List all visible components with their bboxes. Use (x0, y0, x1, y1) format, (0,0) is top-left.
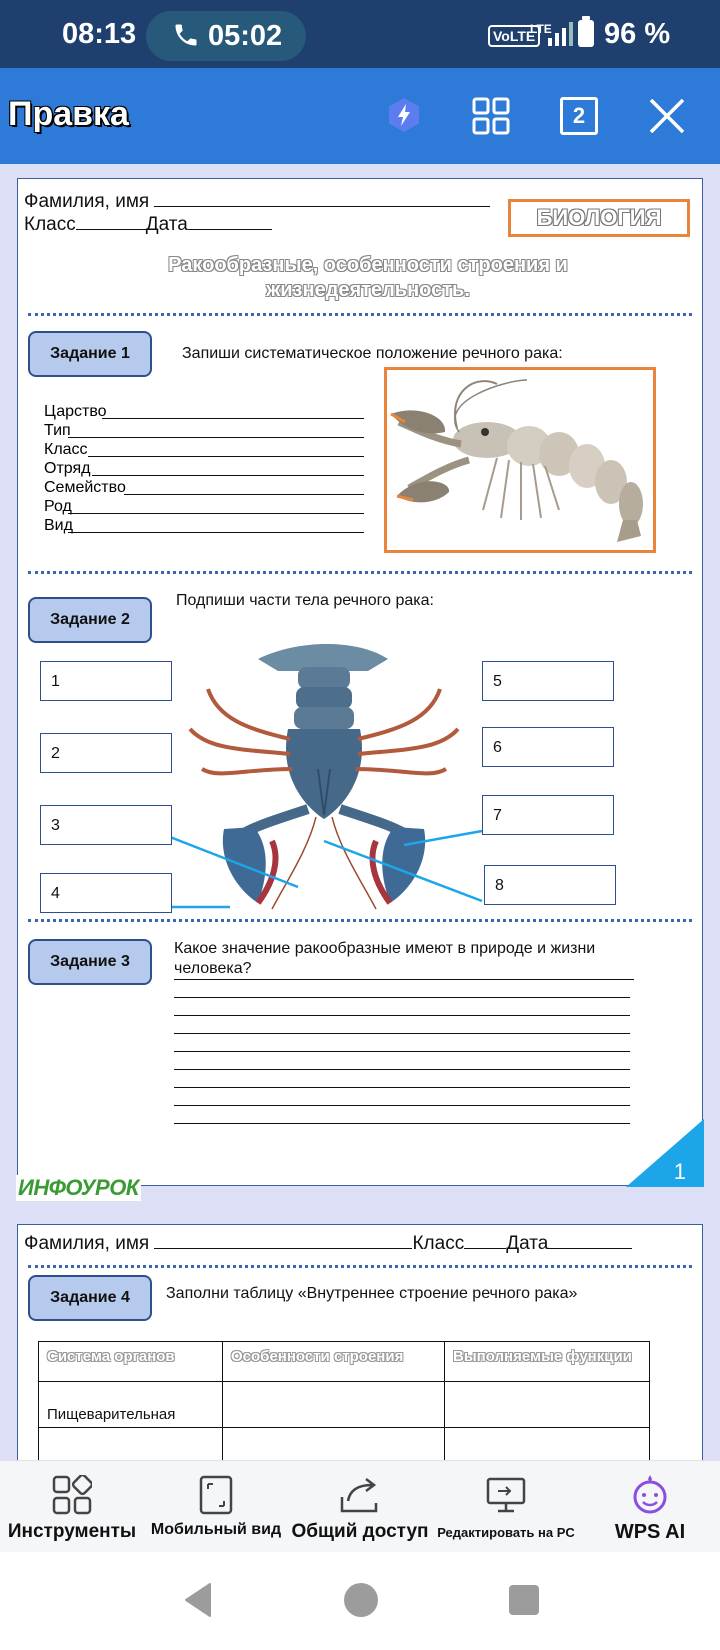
worksheet-title: Ракообразные, особенности строения и жизнедеятельность. (168, 254, 568, 301)
label-box-7: 7 (482, 795, 614, 835)
infourok-logo: ИНФОУРОК (18, 1175, 139, 1200)
tools-icon (52, 1475, 92, 1515)
crustacean-illustration (387, 370, 653, 550)
pages-count-button[interactable]: 2 (560, 97, 598, 135)
table-cell (223, 1382, 445, 1428)
clock: 08:13 (62, 18, 137, 50)
date-label: Дата (506, 1233, 549, 1254)
taxonomy-row: Отряд (44, 460, 364, 479)
document-page-2 (17, 1224, 703, 1460)
status-bar (0, 0, 720, 68)
label-box-1: 1 (40, 661, 172, 701)
edit-on-pc-label: Редактировать на PC (437, 1525, 575, 1540)
battery-percent: 96 % (604, 18, 671, 50)
taxonomy-row: Род (44, 498, 364, 517)
volte-indicator: VoLTE (488, 25, 540, 47)
table-cell (445, 1382, 650, 1428)
taxonomy-row: Класс (44, 441, 364, 460)
share-label: Общий доступ (291, 1521, 429, 1542)
class-label: Класс (24, 214, 76, 235)
task-2-badge: Задание 2 (28, 597, 152, 643)
crayfish-illustration (190, 644, 458, 909)
class-label: Класс (412, 1233, 465, 1254)
phone-icon (172, 21, 200, 49)
table-row (39, 1428, 650, 1461)
name-class-date-field (24, 1231, 632, 1255)
taxonomy-row: Семейство (44, 479, 364, 498)
share-icon (338, 1475, 382, 1515)
home-icon[interactable] (344, 1583, 378, 1617)
mobile-view-icon (198, 1475, 234, 1515)
label-box-5: 5 (482, 661, 614, 701)
column-header: Система органов (39, 1342, 223, 1382)
table-cell (445, 1428, 650, 1461)
table-header-row (39, 1342, 650, 1382)
task-4-badge: Задание 4 (28, 1275, 152, 1321)
signal-icon (548, 22, 574, 46)
taxonomy-row: Царство (44, 403, 364, 422)
recents-icon[interactable] (509, 1585, 539, 1615)
label-box-3: 3 (40, 805, 172, 845)
column-header: Выполняемые функции (445, 1342, 650, 1382)
shrimp-image (384, 367, 656, 553)
call-timer: 05:02 (208, 20, 283, 52)
table-cell (223, 1428, 445, 1461)
label-box-8: 8 (484, 865, 616, 905)
share-button[interactable] (288, 1461, 432, 1553)
ongoing-call-chip[interactable] (146, 11, 306, 61)
task-3-badge: Задание 3 (28, 939, 152, 985)
quick-action-icon[interactable] (385, 96, 423, 134)
wps-ai-label: WPS AI (614, 1521, 686, 1543)
divider (28, 919, 692, 922)
name-field (24, 189, 490, 213)
taxonomy-row: Вид (44, 517, 364, 536)
mobile-view-button[interactable] (146, 1461, 286, 1553)
page-corner (626, 1119, 704, 1187)
app-bar (0, 68, 720, 164)
bottom-toolbar (0, 1460, 720, 1552)
wps-ai-button[interactable] (580, 1461, 720, 1553)
table-row (39, 1382, 650, 1428)
desktop-icon (484, 1475, 528, 1515)
wps-ai-icon (630, 1475, 670, 1515)
page-title: Правка (8, 95, 129, 133)
back-icon[interactable] (182, 1582, 214, 1618)
system-navigation-bar (0, 1552, 720, 1650)
page-number: 1 (673, 1159, 686, 1184)
document-viewer[interactable] (0, 164, 720, 1460)
task-1-badge: Задание 1 (28, 331, 152, 377)
divider (28, 1265, 692, 1268)
divider (28, 313, 692, 316)
edit-on-pc-button[interactable] (436, 1461, 576, 1553)
task-3-prompt: Какое значение ракообразные имеют в природе и жизни человека? (174, 939, 634, 980)
tools-label: Инструменты (7, 1521, 137, 1542)
task-4-prompt: Заполни таблицу «Внутреннее строение речного рака» (166, 1285, 578, 1302)
organ-systems-table (38, 1341, 650, 1460)
name-label: Фамилия, имя (24, 191, 150, 212)
label-box-6: 6 (482, 727, 614, 767)
divider (28, 571, 692, 574)
grid-view-icon[interactable] (472, 97, 510, 135)
lte-indicator: LTE (530, 22, 552, 36)
name-label: Фамилия, имя (24, 1233, 150, 1254)
document-page-1 (17, 178, 703, 1200)
subject-badge: БИОЛОГИЯ (508, 199, 690, 237)
tools-button[interactable] (0, 1461, 144, 1553)
task-1-prompt: Запиши систематическое положение речного рака: (182, 345, 563, 362)
task-2-prompt: Подпиши части тела речного рака: (176, 592, 434, 609)
table-cell (39, 1428, 223, 1461)
taxonomy-row: Тип (44, 422, 364, 441)
close-icon[interactable] (648, 97, 686, 135)
table-cell: Пищеварительная (39, 1382, 223, 1428)
column-header: Особенности строения (223, 1342, 445, 1382)
label-box-2: 2 (40, 733, 172, 773)
mobile-view-label: Мобильный вид (150, 1521, 282, 1538)
label-box-4: 4 (40, 873, 172, 913)
battery-icon (578, 20, 594, 47)
date-label: Дата (145, 214, 188, 235)
class-date-field (24, 212, 272, 236)
